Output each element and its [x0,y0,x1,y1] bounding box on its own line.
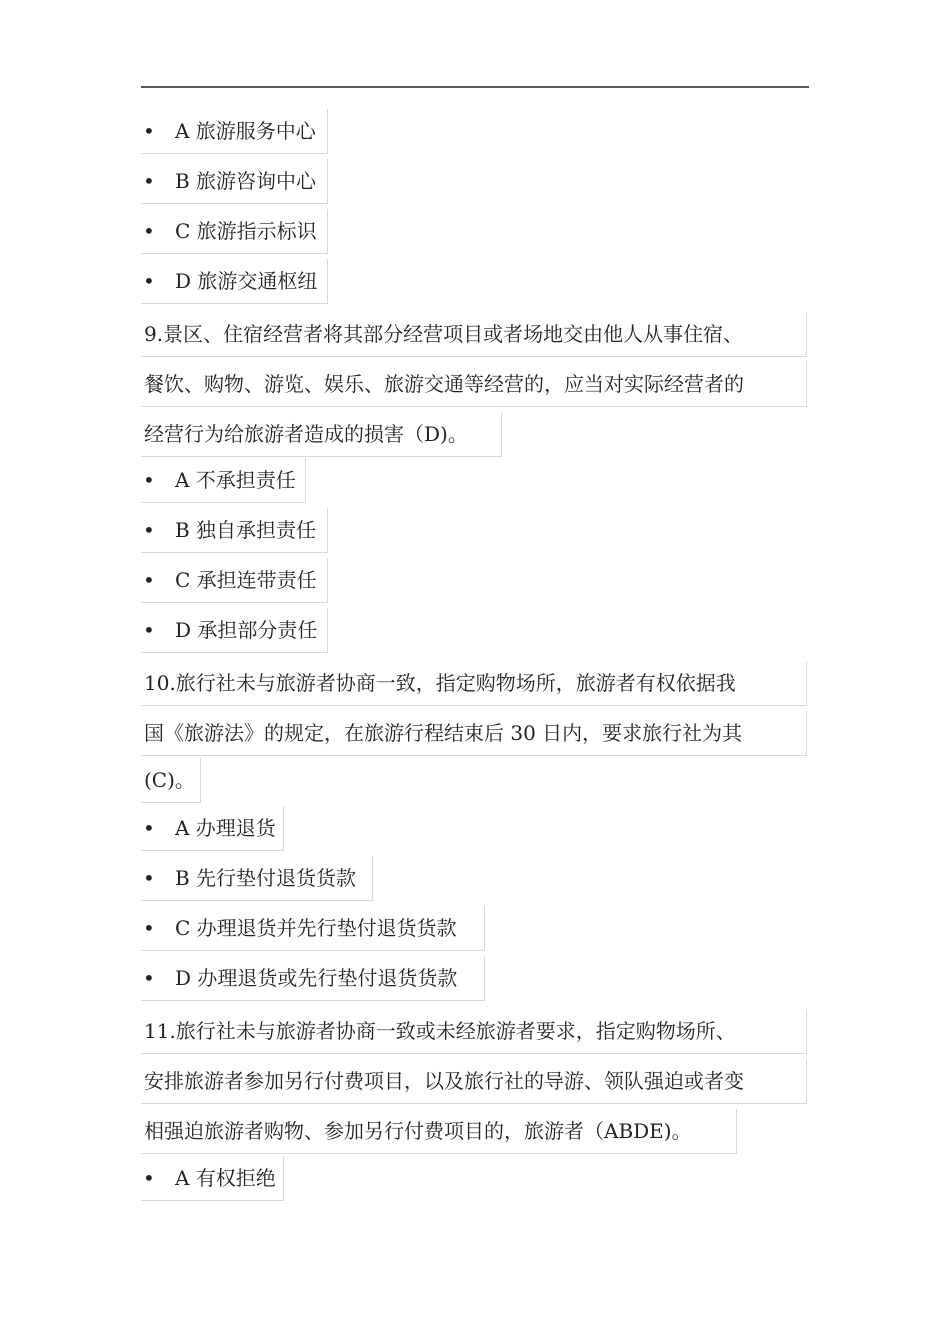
q9-option-c [141,558,328,603]
bullet: • [143,866,155,890]
bullet: • [143,468,155,492]
q11-text-line-1: 11.旅行社未与旅游者协商一致或未经旅游者要求，指定购物场所、 [141,1009,807,1054]
option-text: C 承担连带责任 [175,568,317,592]
q9-option-d [141,608,328,653]
option-text: D 旅游交通枢纽 [175,269,318,293]
option-text: A 有权拒绝 [175,1166,276,1190]
option-text: A 办理退货 [175,816,276,840]
option-text: A 不承担责任 [175,468,296,492]
q9-option-b [141,508,328,553]
q10-option-c [141,906,485,951]
bullet: • [143,966,155,990]
bullet: • [143,269,155,293]
option-text: B 旅游咨询中心 [175,169,317,193]
bullet: • [143,169,155,193]
option-text: B 先行垫付退货货款 [175,866,357,890]
option-text: C 旅游指示标识 [175,219,317,243]
q10-text-line-1: 10.旅行社未与旅游者协商一致，指定购物场所，旅游者有权依据我 [141,661,807,706]
q9-text-line-2: 餐饮、购物、游览、娱乐、旅游交通等经营的，应当对实际经营者的 [141,362,807,407]
q8-option-b [141,159,328,204]
option-text: C 办理退货并先行垫付退货货款 [175,916,457,940]
q8-option-d [141,259,328,304]
q11-text-line-2: 安排旅游者参加另行付费项目，以及旅行社的导游、领队强迫或者变 [141,1059,807,1104]
q9-text-line-3: 经营行为给旅游者造成的损害（D)。 [141,412,502,457]
bullet: • [143,916,155,940]
q10-option-b [141,856,373,901]
bullet: • [143,119,155,143]
q9-text-line-1: 9.景区、住宿经营者将其部分经营项目或者场地交由他人从事住宿、 [141,312,807,357]
bullet: • [143,618,155,642]
q11-text-line-3: 相强迫旅游者购物、参加另行付费项目的，旅游者（ABDE)。 [141,1109,737,1154]
option-text: A 旅游服务中心 [175,119,316,143]
q10-text-line-3: (C)。 [141,758,201,803]
option-text: D 办理退货或先行垫付退货货款 [175,966,458,990]
bullet: • [143,518,155,542]
q9-option-a [141,458,306,503]
q8-option-c [141,209,328,254]
q10-text-line-2: 国《旅游法》的规定，在旅游行程结束后 30 日内，要求旅行社为其 [141,711,807,756]
q10-option-a [141,806,284,851]
bullet: • [143,219,155,243]
top-rule [141,86,809,88]
q11-option-a [141,1156,284,1201]
bullet: • [143,568,155,592]
bullet: • [143,816,155,840]
option-text: B 独自承担责任 [175,518,317,542]
q8-option-a [141,109,328,154]
option-text: D 承担部分责任 [175,618,318,642]
bullet: • [143,1166,155,1190]
q10-option-d [141,956,485,1001]
